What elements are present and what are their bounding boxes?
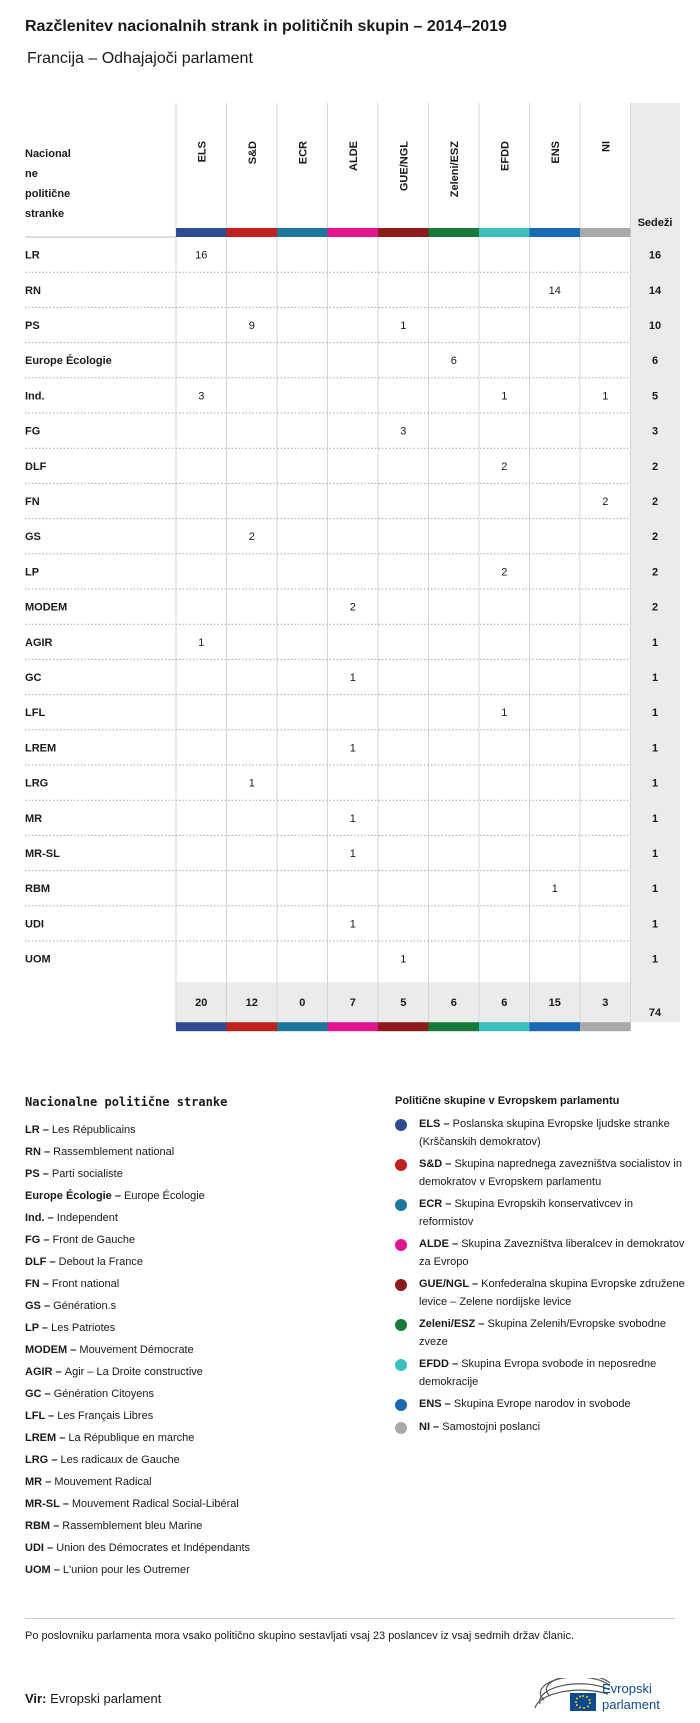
group-name: Samostojni poslanci (442, 1420, 541, 1433)
group-stripe-top (429, 228, 480, 237)
row-header-label: Nacional (25, 148, 71, 160)
cell-value: 2 (349, 601, 356, 614)
party-name: Union des Démocrates et Indépendants (56, 1542, 251, 1554)
party-abbr: UDI (25, 1542, 44, 1554)
group-total: 5 (400, 997, 407, 1010)
cell-value: 1 (349, 812, 356, 825)
cell-value: 3 (198, 390, 205, 403)
party-legend (25, 1095, 365, 1581)
cell-value: 1 (198, 636, 205, 649)
party-name: L'union pour les Outremer (62, 1564, 190, 1576)
row-seats: 1 (651, 883, 659, 896)
seats-table (0, 95, 700, 1035)
row-label: RBM (25, 883, 51, 896)
cell-value: 16 (195, 249, 208, 262)
source-value: Evropski parlament (50, 1691, 162, 1706)
party-abbr: Europe Écologie (25, 1190, 112, 1202)
group-color-dot-icon (395, 1119, 407, 1131)
party-abbr: LP (25, 1322, 39, 1334)
party-abbr: RBM (25, 1520, 51, 1532)
row-seats: 2 (651, 460, 659, 473)
footnote: Po poslovniku parlamenta mora vsako politično skupino sestavljati vsaj 23 poslancev iz vsaj sedmih držav članic. (25, 1630, 575, 1642)
cell-value: 1 (349, 742, 356, 755)
party-legend-item: DLF – Debout la France (25, 1256, 144, 1268)
cell-value: 1 (248, 777, 255, 790)
group-name: Skupina Zavezništva liberalcev in demokratov za Evropo (419, 1238, 685, 1268)
group-header: EFDD (499, 141, 512, 171)
party-abbr: FG (25, 1234, 41, 1246)
party-legend-item: Europe Écologie – Europe Écologie (25, 1190, 205, 1202)
group-color-dot-icon (395, 1159, 407, 1171)
party-name: Mouvement Démocrate (79, 1344, 194, 1356)
party-legend-item: PS – Parti socialiste (25, 1168, 123, 1180)
group-color-dot-icon (395, 1279, 407, 1291)
party-name: La République en marche (68, 1432, 195, 1444)
cell-value: 1 (349, 672, 356, 684)
party-legend-item: FN – Front national (25, 1278, 120, 1290)
row-seats: 10 (648, 320, 662, 332)
party-abbr: UOM (25, 1564, 51, 1576)
party-legend-list (25, 1119, 365, 1581)
row-label: MR-SL (25, 848, 60, 860)
party-legend-item: MR – Mouvement Radical (25, 1476, 152, 1488)
party-legend-item: GC – Génération Citoyens (25, 1388, 155, 1400)
party-abbr: MODEM (25, 1344, 68, 1356)
row-label: Ind. (25, 390, 45, 403)
row-seats: 1 (651, 848, 659, 860)
party-legend-item: MODEM – Mouvement Démocrate (25, 1344, 194, 1356)
group-total: 7 (349, 997, 356, 1010)
group-stripe-top (580, 228, 631, 237)
group-color-dot-icon (395, 1359, 407, 1371)
cell-value: 3 (400, 425, 407, 438)
party-legend-item: UDI – Union des Démocrates et Indépendants (25, 1542, 251, 1554)
page-subtitle: Francija – Odhajajoči parlament (27, 50, 253, 67)
logo-text (602, 1681, 660, 1713)
group-header: NI (600, 141, 613, 152)
group-color-dot-icon (395, 1199, 407, 1211)
group-legend-item: ENS – Skupina Evrope narodov in svobode (395, 1396, 685, 1414)
row-seats: 1 (651, 953, 659, 966)
row-label: DLF (25, 460, 47, 473)
row-header-label: ne (25, 168, 38, 180)
group-header: S&D (246, 141, 259, 165)
group-legend-item: EFDD – Skupina Evropa svobode in neposredne demokracije (395, 1356, 685, 1391)
row-seats: 1 (651, 636, 659, 649)
row-label: UOM (25, 953, 51, 966)
row-seats: 2 (651, 531, 659, 544)
party-name: Mouvement Radical Social-Libéral (71, 1498, 239, 1510)
group-abbr: ALDE (419, 1238, 449, 1250)
page-title: Razčlenitev nacionalnih strank in političnih skupin – 2014–2019 (25, 18, 507, 35)
group-legend-list (395, 1116, 685, 1436)
party-name: Agir – La Droite constructive (64, 1366, 203, 1378)
group-abbr: Zeleni/ESZ (419, 1318, 476, 1330)
row-label: LFL (25, 707, 46, 720)
group-name: Poslanska skupina Evropske ljudske stranke (Krščanskih demokratov) (419, 1118, 670, 1148)
party-name: Front national (51, 1278, 120, 1290)
cell-value: 9 (248, 320, 255, 332)
group-header: Zeleni/ESZ (448, 141, 461, 198)
row-seats: 14 (648, 284, 662, 297)
party-legend-title: Nacionalne politične stranke (25, 1095, 228, 1109)
cell-value: 2 (248, 531, 255, 544)
group-total: 15 (548, 997, 561, 1010)
party-legend-item: LREM – La République en marche (25, 1432, 195, 1444)
row-seats: 1 (651, 707, 659, 720)
group-header: ENS (549, 141, 562, 164)
group-name: Skupina Evropskih konservativcev in reformistov (419, 1198, 633, 1228)
party-abbr: MR-SL (25, 1498, 60, 1510)
party-abbr: LR (25, 1124, 40, 1136)
group-total: 12 (245, 997, 258, 1010)
group-abbr: ENS (419, 1398, 442, 1410)
cell-value: 2 (501, 566, 508, 579)
group-name: Skupina Zelenih/Evropske svobodne zveze (419, 1318, 667, 1348)
group-stripe-bottom (277, 1022, 328, 1031)
party-abbr: GS (25, 1300, 41, 1312)
group-stripe-bottom (378, 1022, 429, 1031)
logo-line-2: parlament (602, 1697, 660, 1712)
party-legend-item: LRG – Les radicaux de Gauche (25, 1454, 180, 1466)
party-legend-item: RN – Rassemblement national (25, 1146, 175, 1158)
row-seats: 1 (651, 777, 659, 790)
row-label: MODEM (25, 601, 68, 614)
party-legend-item: FG – Front de Gauche (25, 1234, 136, 1246)
logo-line-1: Evropski (602, 1681, 652, 1696)
cell-value: 14 (548, 284, 561, 297)
group-total: 6 (501, 997, 508, 1010)
party-name: Parti socialiste (51, 1168, 123, 1180)
group-legend-item: Zeleni/ESZ – Skupina Zelenih/Evropske svobodne zveze (395, 1316, 685, 1351)
group-name: Skupina Evropa svobode in neposredne demokracije (419, 1358, 657, 1388)
group-stripe-top (378, 228, 429, 237)
row-seats: 1 (651, 742, 659, 755)
group-stripe-bottom (227, 1022, 278, 1031)
row-seats: 3 (651, 425, 659, 438)
group-stripe-top (328, 228, 379, 237)
row-label: LREM (25, 742, 57, 755)
party-legend-item: GS – Génération.s (25, 1300, 117, 1312)
group-stripe-bottom (176, 1022, 227, 1031)
group-stripe-bottom (530, 1022, 581, 1031)
source (25, 1691, 161, 1706)
party-name: Les radicaux de Gauche (60, 1454, 180, 1466)
party-legend-item: LP – Les Patriotes (25, 1322, 116, 1334)
group-color-dot-icon (395, 1422, 407, 1434)
row-header-label: politične (25, 188, 71, 200)
party-name: Génération.s (53, 1300, 117, 1312)
row-seats: 2 (651, 496, 659, 508)
seats-header: Sedeži (637, 217, 673, 229)
group-stripe-bottom (580, 1022, 631, 1031)
group-abbr: NI (419, 1420, 430, 1433)
row-seats: 5 (651, 390, 659, 403)
party-abbr: PS (25, 1168, 40, 1180)
group-total: 0 (299, 997, 306, 1010)
group-legend-item: GUE/NGL – Konfederalna skupina Evropske združene levice – Zelene nordijske levice (395, 1276, 685, 1311)
row-seats: 1 (651, 918, 659, 931)
row-seats: 1 (651, 672, 659, 684)
row-label: LR (25, 249, 40, 262)
group-header: ECR (297, 141, 310, 165)
group-stripe-top (277, 228, 328, 237)
group-legend-item: ELS – Poslanska skupina Evropske ljudske stranke (Krščanskih demokratov) (395, 1116, 685, 1151)
party-name: Front de Gauche (52, 1234, 136, 1246)
party-name: Mouvement Radical (54, 1476, 152, 1488)
row-label: LRG (25, 777, 49, 790)
footnote-divider (25, 1618, 675, 1619)
group-legend-item: ECR – Skupina Evropskih konservativcev in reformistov (395, 1196, 685, 1231)
group-legend-item: ALDE – Skupina Zavezništva liberalcev in demokratov za Evropo (395, 1236, 685, 1271)
group-legend (395, 1095, 685, 1441)
row-label: Europe Écologie (25, 355, 112, 368)
row-label: AGIR (25, 636, 53, 649)
group-legend-item: S&D – Skupina naprednega zavezništva socialistov in demokratov v Evropskem parlamentu (395, 1156, 685, 1191)
row-label: GC (25, 672, 42, 684)
cell-value: 1 (602, 390, 609, 403)
party-name: Les Français Libres (57, 1410, 154, 1422)
row-seats: 1 (651, 812, 659, 825)
group-stripe-top (176, 228, 227, 237)
group-stripe-top (479, 228, 530, 237)
row-label: FN (25, 496, 40, 508)
group-color-dot-icon (395, 1399, 407, 1411)
cell-value: 1 (349, 848, 356, 860)
group-total: 6 (450, 997, 457, 1010)
row-seats: 2 (651, 601, 659, 614)
group-legend-title: Politične skupine v Evropskem parlamentu (395, 1095, 620, 1107)
cell-value: 2 (602, 496, 609, 508)
group-name: Skupina Evrope narodov in svobode (453, 1398, 631, 1410)
party-legend-item: AGIR – Agir – La Droite constructive (25, 1366, 203, 1378)
total-seats: 74 (648, 1007, 662, 1020)
row-label: LP (25, 566, 40, 579)
party-abbr: LRG (25, 1454, 49, 1466)
group-legend-item: NI – Samostojni poslanci (395, 1419, 685, 1437)
group-name: Konfederalna skupina Evropske združene levice – Zelene nordijske levice (419, 1278, 685, 1308)
party-legend-item: LR – Les Républicains (25, 1124, 136, 1136)
group-total: 3 (602, 997, 609, 1010)
cell-value: 6 (450, 355, 457, 368)
party-abbr: GC (25, 1388, 42, 1400)
party-name: Les Patriotes (51, 1322, 116, 1334)
row-header-label: stranke (25, 208, 65, 220)
cell-value: 1 (501, 390, 508, 403)
party-abbr: FN (25, 1278, 40, 1290)
group-abbr: ECR (419, 1198, 443, 1210)
party-legend-item: LFL – Les Français Libres (25, 1410, 154, 1422)
party-abbr: AGIR (25, 1366, 53, 1378)
party-name: Génération Citoyens (53, 1388, 155, 1400)
party-name: Les Républicains (51, 1124, 136, 1136)
group-color-dot-icon (395, 1239, 407, 1251)
party-abbr: RN (25, 1146, 41, 1158)
group-header: ELS (196, 141, 209, 163)
cell-value: 1 (400, 320, 407, 332)
party-abbr: MR (25, 1476, 43, 1488)
row-label: UDI (25, 918, 44, 931)
party-name: Europe Écologie (124, 1190, 205, 1202)
party-abbr: Ind. (25, 1212, 45, 1224)
group-stripe-bottom (479, 1022, 530, 1031)
group-name: Skupina naprednega zavezništva socialistov in demokratov v Evropskem parlamentu (419, 1158, 682, 1188)
row-label: RN (25, 284, 41, 297)
group-color-dot-icon (395, 1319, 407, 1331)
party-legend-item: RBM – Rassemblement bleu Marine (25, 1520, 203, 1532)
cell-value: 1 (551, 883, 558, 896)
party-name: Rassemblement national (53, 1146, 175, 1158)
group-header: ALDE (347, 141, 360, 171)
group-abbr: GUE/NGL (419, 1278, 469, 1290)
group-stripe-top (530, 228, 581, 237)
row-label: PS (25, 320, 40, 332)
party-name: Independent (56, 1212, 118, 1224)
row-seats: 6 (651, 355, 659, 368)
row-label: MR (25, 812, 43, 825)
group-header: GUE/NGL (398, 141, 411, 192)
group-stripe-top (227, 228, 278, 237)
row-label: FG (25, 425, 41, 438)
row-seats: 16 (648, 249, 662, 262)
group-stripe-bottom (429, 1022, 480, 1031)
party-legend-item: Ind. – Independent (25, 1212, 118, 1224)
row-label: GS (25, 531, 41, 544)
party-name: Rassemblement bleu Marine (62, 1520, 203, 1532)
cell-value: 1 (400, 953, 407, 966)
source-label: Vir: (25, 1691, 47, 1706)
row-seats: 2 (651, 566, 659, 579)
party-abbr: LREM (25, 1432, 57, 1444)
cell-value: 2 (501, 460, 508, 473)
party-abbr: LFL (25, 1410, 45, 1422)
party-legend-item: UOM – L'union pour les Outremer (25, 1564, 190, 1576)
group-abbr: S&D (419, 1158, 443, 1170)
party-legend-item: MR-SL – Mouvement Radical Social-Libéral (25, 1498, 239, 1510)
cell-value: 1 (349, 918, 356, 931)
group-abbr: EFDD (419, 1358, 449, 1370)
party-name: Debout la France (58, 1256, 144, 1268)
group-stripe-bottom (328, 1022, 379, 1031)
party-abbr: DLF (25, 1256, 47, 1268)
group-total: 20 (195, 997, 208, 1010)
group-abbr: ELS (419, 1118, 441, 1130)
cell-value: 1 (501, 707, 508, 720)
